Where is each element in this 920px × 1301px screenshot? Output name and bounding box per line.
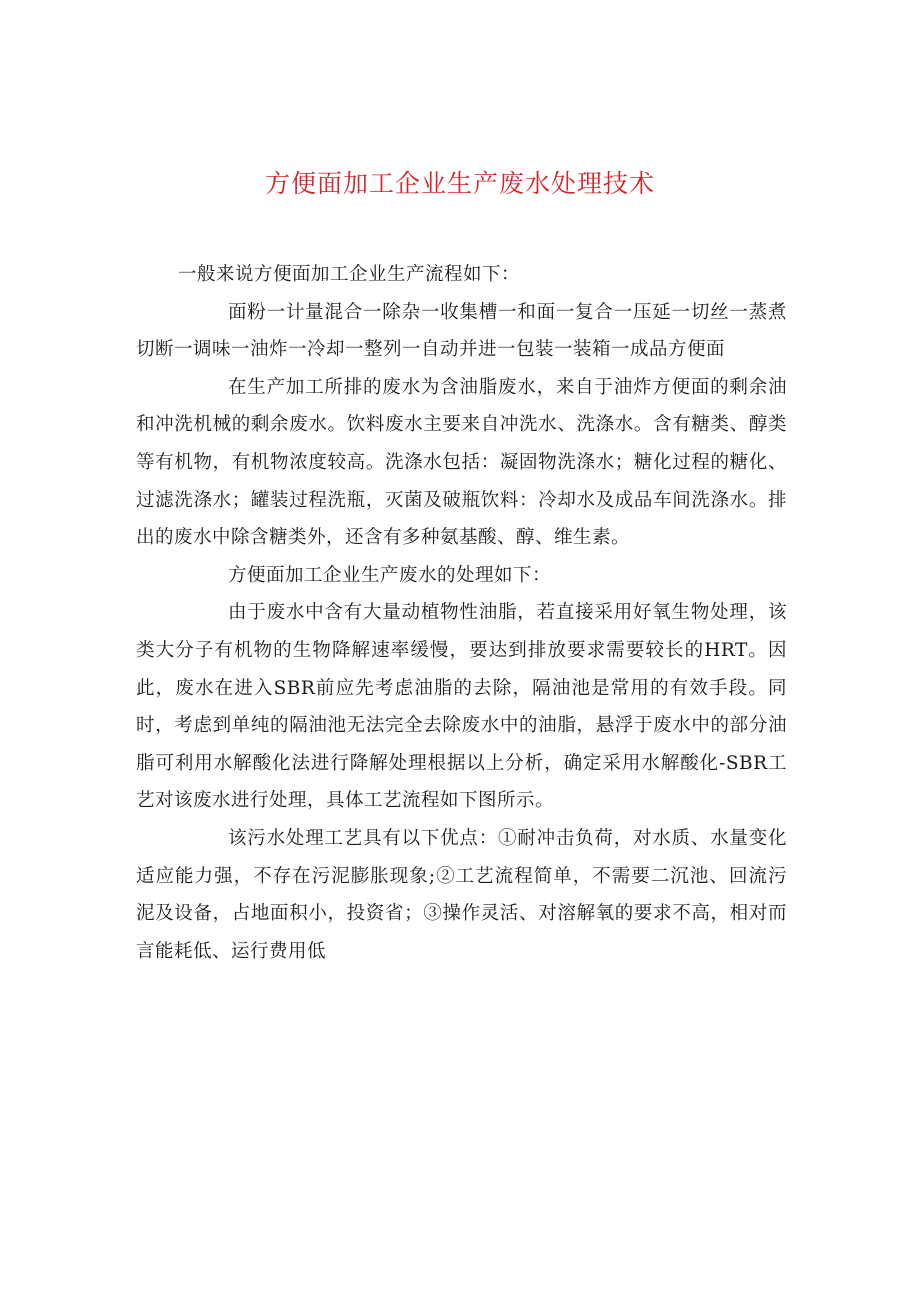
paragraph-treatment-intro: 方便面加工企业生产废水的处理如下： [228,564,552,586]
paragraph-process-advantages: 该污水处理工艺具有以下优点：①耐冲击负荷，对水质、水量变化适应能力强，不存在污泥膨胀现象;②工艺流程简单，不需要二沉池、回流污泥及设备，占地面积小，投资省；③操作灵活、对溶解氧的要求不高，相对而言能耗低、运行费用低 [136,827,787,962]
document-title: 方便面加工企业生产废水处理技术 [264,169,655,198]
paragraph-wastewater-source: 在生产加工所排的废水为含油脂废水，来自于油炸方便面的剩余油和冲洗机械的剩余废水。饮料废水主要来自冲洗水、洗涤水。含有糖类、醇类等有机物，有机物浓度较高。洗涤水包括：凝固物洗涤水；糖化过程的糖化、过滤洗涤水；罐装过程洗瓶，灭菌及破瓶饮料：冷却水及成品车间洗涤水。排出的废水中除含糖类外，还含有多种氨基酸、醇、维生素。 [136,376,787,549]
paragraph-treatment-process: 由于废水中含有大量动植物性油脂，若直接采用好氧生物处理，该类大分子有机物的生物降解速率缓慢，要达到排放要求需要较长的HRT。因此，废水在进入SBR前应先考虑油脂的去除，隔油池是常用的有效手段。同时，考虑到单纯的隔油池无法完全去除废水中的油脂，悬浮于废水中的部分油脂可利用水解酸化法进行降解处理根据以上分析，确定采用水解酸化-SBR工艺对该废水进行处理，具体工艺流程如下图所示。 [136,602,787,812]
document-body [136,256,787,970]
paragraph-production-flow: 面粉一计量混合一除杂一收集槽一和面一复合一压延一切丝一蒸煮切断一调味一油炸一冷却一整列一自动并进一包装一装箱一成品方便面 [136,301,787,361]
paragraph-production-intro: 一般来说方便面加工企业生产流程如下： [178,264,521,285]
